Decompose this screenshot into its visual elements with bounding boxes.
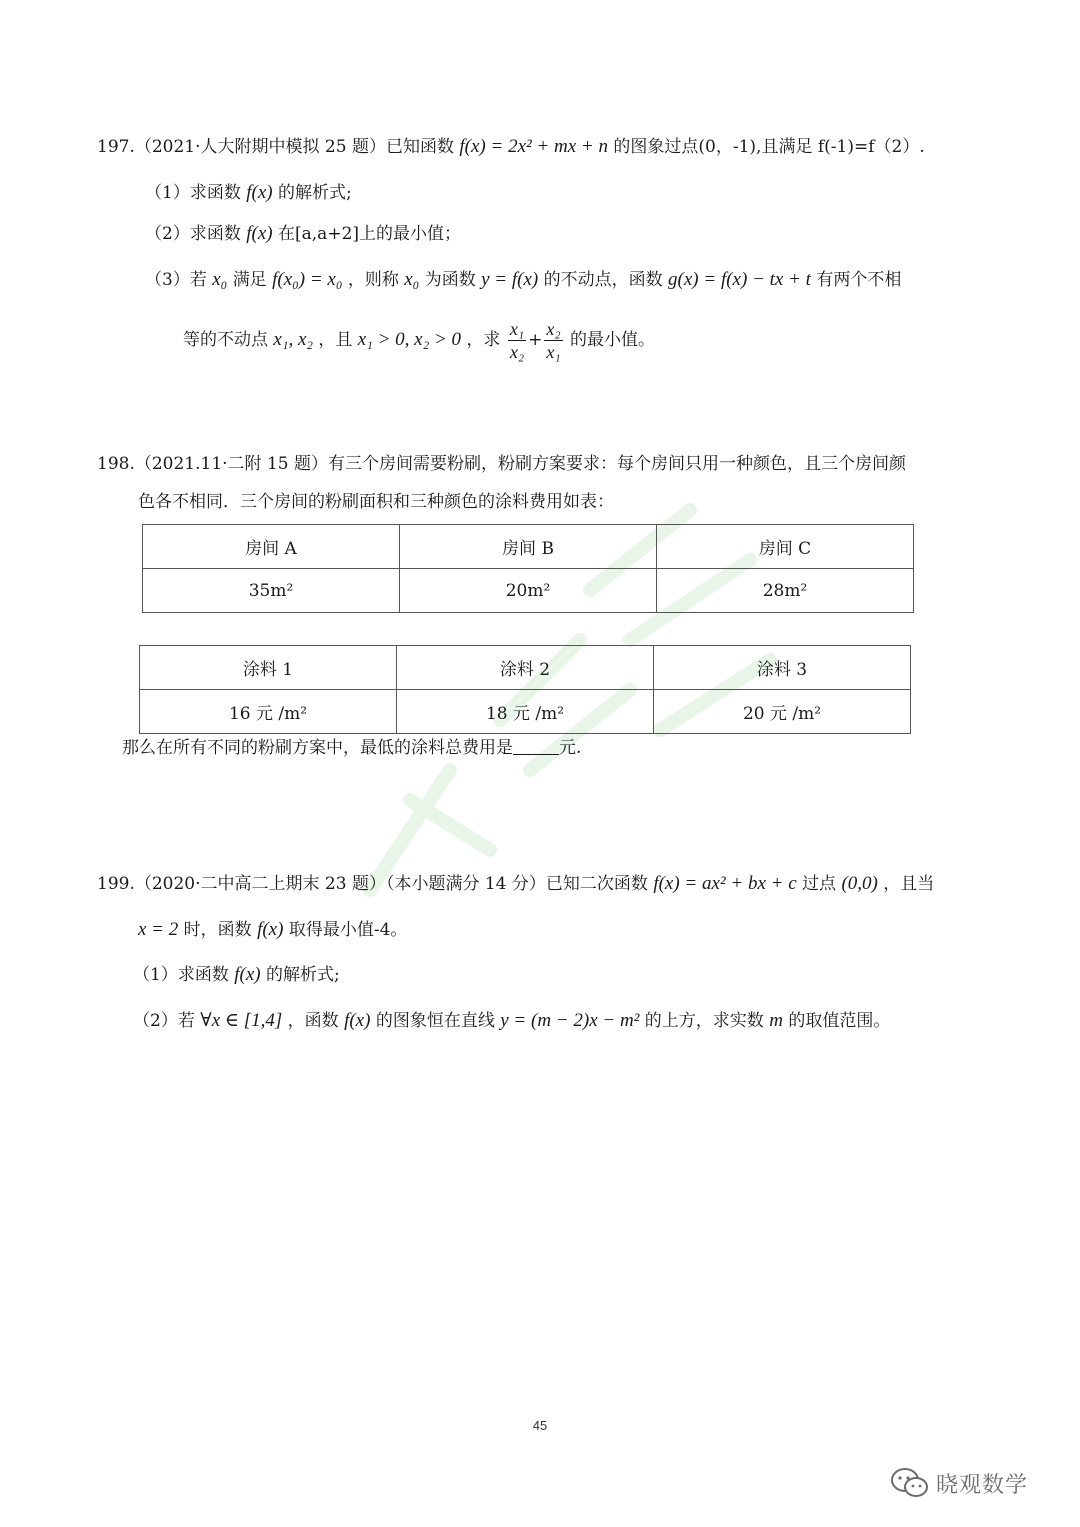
p197-head: 197.（2021·人大附期中模拟 25 题）已知函数 — [97, 137, 454, 157]
rooms-header-c: 房间 C — [657, 525, 914, 569]
paint-header-3: 涂料 3 — [654, 646, 911, 690]
p199-q2b: ，函数 — [287, 1011, 339, 1031]
paint-header-1: 涂料 1 — [140, 646, 397, 690]
p198-line2: 色各不相同．三个房间的粉刷面积和三种颜色的涂料费用如表： — [138, 492, 614, 512]
p197-statement — [97, 135, 925, 159]
fraction-x1-over-x2 — [508, 318, 526, 363]
rooms-header-a: 房间 A — [143, 525, 400, 569]
p197-q3-x12: x₁, x₂ — [273, 329, 313, 350]
p197-q3-line2 — [183, 318, 655, 363]
p197-q3-d: 为函数 — [424, 270, 476, 290]
p197-q3-y: y = f(x) — [481, 269, 539, 290]
fraction-x2-over-x1 — [544, 318, 562, 363]
frac1-den: x₂ — [509, 342, 525, 362]
p199-x-eq-2: x = 2 — [138, 919, 179, 940]
p197-q3-b: 满足 — [232, 270, 267, 290]
table-row — [143, 525, 914, 569]
p199-q1b: 的解析式; — [266, 965, 340, 985]
page-number: 45 — [532, 1418, 548, 1433]
p198-ask-a: 那么在所有不同的粉刷方案中，最低的涂料总费用是 — [122, 738, 513, 758]
p199-l2a: 时，函数 — [183, 920, 252, 940]
p199-tail: ，且当 — [883, 874, 935, 894]
p199-q1 — [133, 963, 340, 987]
p199-q2-m: m — [769, 1010, 783, 1031]
p199-func: f(x) = ax² + bx + c — [653, 873, 797, 894]
rooms-value-a: 35m² — [143, 569, 400, 613]
table-row — [143, 569, 914, 613]
p197-q3-x0b: x₀ — [404, 269, 420, 290]
p199-q2d: 的上方，求实数 — [644, 1011, 764, 1031]
p197-q3-c: ，则称 — [347, 270, 399, 290]
p197-q2-text: （2）求函数 — [145, 224, 241, 244]
paint-header-2: 涂料 2 — [397, 646, 654, 690]
p199-q2f: f(x) — [344, 1010, 371, 1031]
p197-q3-g: g(x) = f(x) − tx + t — [668, 269, 811, 290]
table-row — [140, 690, 911, 734]
p197-q3-eq: f(x₀) = x₀ — [272, 269, 343, 290]
p197-q2-end: 在[a,a+2]上的最小值； — [278, 224, 462, 244]
p197-q3 — [145, 268, 901, 292]
p199-head: 199.（2020·二中高二上期末 23 题）（本小题满分 14 分）已知二次函数 — [97, 874, 648, 894]
watermark-logo — [890, 1463, 1040, 1503]
table-row — [140, 646, 911, 690]
p198-question — [122, 736, 581, 760]
p197-q3-e: 的不动点，函数 — [543, 270, 663, 290]
frac2-num: x₂ — [546, 319, 561, 339]
p199-q2a: （2）若 — [133, 1011, 195, 1031]
p197-function: f(x) = 2x² + mx + n — [459, 136, 608, 157]
p197-q3-l2a: 等的不动点 — [183, 330, 268, 350]
rooms-value-c: 28m² — [657, 569, 914, 613]
watermark-text: 晓观数学 — [936, 1472, 1029, 1498]
p197-q3-f: 有两个不相 — [816, 270, 902, 290]
plus-sign: + — [528, 330, 543, 350]
p197-q3-l2c: ，求 — [466, 330, 501, 350]
p199-statement — [97, 872, 934, 896]
rooms-header-b: 房间 B — [400, 525, 657, 569]
p199-point: (0,0) — [841, 873, 878, 894]
p197-q1 — [145, 181, 352, 205]
p197-q3-a: （3）若 — [145, 270, 207, 290]
frac1-num: x₁ — [509, 319, 525, 339]
p199-l2b: 取得最小值-4。 — [288, 920, 408, 940]
p197-q3-x0: x₀ — [212, 269, 228, 290]
p197-q3-cond: x₁ > 0, x₂ > 0 — [357, 329, 462, 350]
paint-table — [139, 645, 911, 734]
p197-q1-func: f(x) — [246, 182, 273, 203]
p197-tail: 的图象过点(0，-1),且满足 f(-1)=f（2）. — [613, 137, 925, 157]
wechat-icon — [890, 1466, 930, 1500]
p197-q1-end: 的解析式; — [278, 183, 352, 203]
p199-line2 — [138, 918, 407, 942]
p198-line1: 198.（2021.11·二附 15 题）有三个房间需要粉刷，粉刷方案要求：每个房间只用一种颜色，且三个房间颜 — [97, 454, 906, 474]
p199-q1a: （1）求函数 — [133, 965, 229, 985]
p199-q2-line: y = (m − 2)x − m² — [500, 1010, 640, 1031]
paint-value-2: 18 元 /m² — [397, 690, 654, 734]
p197-q2-func: f(x) — [246, 223, 273, 244]
answer-blank — [513, 736, 559, 755]
p199-mid: 过点 — [802, 874, 837, 894]
rooms-value-b: 20m² — [400, 569, 657, 613]
p199-l2f: f(x) — [257, 919, 284, 940]
p199-q2 — [133, 1009, 890, 1033]
p197-q2 — [145, 222, 461, 246]
p199-q2e: 的取值范围。 — [788, 1011, 891, 1031]
p199-q1f: f(x) — [234, 964, 261, 985]
rooms-table — [142, 524, 914, 613]
p197-q3-l2d: 的最小值。 — [570, 330, 655, 350]
p199-q2c: 的图象恒在直线 — [375, 1011, 495, 1031]
paint-value-3: 20 元 /m² — [654, 690, 911, 734]
p198-ask-b: 元. — [559, 738, 582, 758]
p197-q1-text: （1）求函数 — [145, 183, 241, 203]
frac2-den: x₁ — [546, 342, 561, 362]
paint-value-1: 16 元 /m² — [140, 690, 397, 734]
p197-q3-l2b: ，且 — [318, 330, 353, 350]
p199-q2-cond: ∀x ∈ [1,4] — [200, 1010, 283, 1031]
